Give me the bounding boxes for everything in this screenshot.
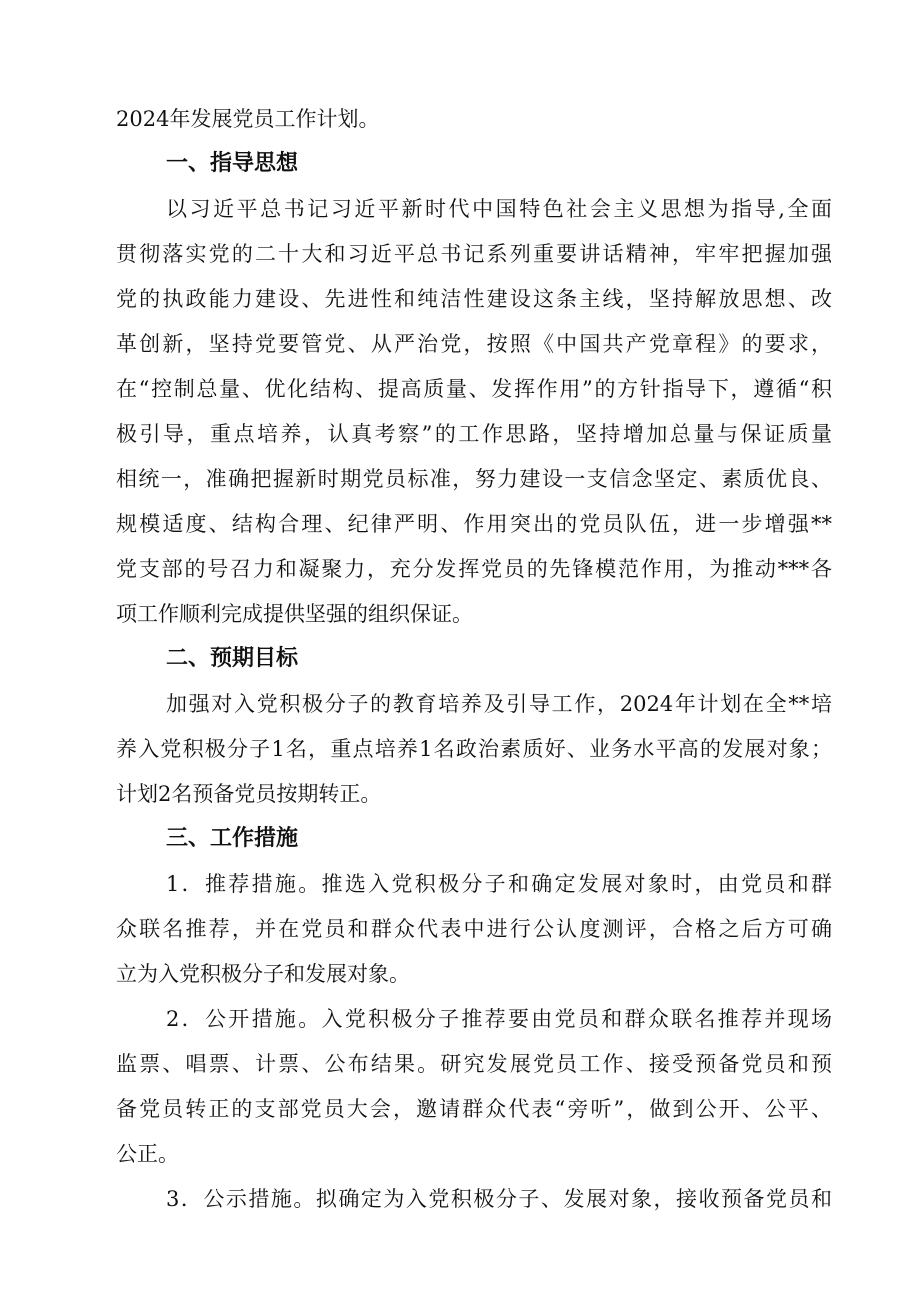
intro-line: 2024年发展党员工作计划。 xyxy=(116,107,380,131)
paragraph-line: 以习近平总书记习近平新时代中国特色社会主义思想为指导,全面 xyxy=(166,197,832,221)
paragraph-line: 党的执政能力建设、先进性和纯洁性建设这条主线，坚持解放思想、改 xyxy=(116,287,832,311)
paragraph-line: 立为入党积极分子和发展对象。 xyxy=(116,962,410,986)
paragraph-line: 备党员转正的支部党员大会，邀请群众代表“旁听”，做到公开、公平、 xyxy=(116,1097,832,1121)
section-heading-expected-goals: 二、预期目标 xyxy=(166,646,299,671)
paragraph-line: 规模适度、结构合理、纪律严明、作用突出的党员队伍，进一步增强** xyxy=(116,512,832,536)
paragraph-line: 3．公示措施。拟确定为入党积极分子、发展对象，接收预备党员和 xyxy=(166,1187,832,1211)
paragraph-line: 加强对入党积极分子的教育培养及引导工作，2024年计划在全**培 xyxy=(166,692,832,716)
paragraph-line: 众联名推荐，并在党员和群众代表中进行公认度测评，合格之后方可确 xyxy=(116,917,832,941)
paragraph-line: 监票、唱票、计票、公布结果。研究发展党员工作、接受预备党员和预 xyxy=(116,1052,832,1076)
paragraph-line: 相统一，准确把握新时期党员标准，努力建设一支信念坚定、素质优良、 xyxy=(116,467,832,491)
paragraph-line: 公正。 xyxy=(116,1142,179,1166)
paragraph-line: 贯彻落实党的二十大和习近平总书记系列重要讲话精神，牢牢把握加强 xyxy=(116,242,832,266)
paragraph-line: 养入党积极分子1名，重点培养1名政治素质好、业务水平高的发展对象； xyxy=(116,737,832,761)
paragraph-line: 极引导，重点培养，认真考察”的工作思路，坚持增加总量与保证质量 xyxy=(116,422,832,446)
section-heading-guiding-ideology: 一、指导思想 xyxy=(166,151,299,176)
paragraph-line: 在“控制总量、优化结构、提高质量、发挥作用”的方针指导下，遵循“积 xyxy=(116,377,832,401)
paragraph-line: 党支部的号召力和凝聚力，充分发挥党员的先锋模范作用，为推动***各 xyxy=(116,557,832,581)
paragraph-line: 2．公开措施。入党积极分子推荐要由党员和群众联名推荐并现场 xyxy=(166,1007,832,1031)
section-heading-work-measures: 三、工作措施 xyxy=(166,826,299,851)
paragraph-line: 革创新，坚持党要管党、从严治党，按照《中国共产党章程》的要求， xyxy=(116,332,832,356)
paragraph-line: 计划2名预备党员按期转正。 xyxy=(116,782,382,806)
paragraph-line: 1．推荐措施。推选入党积极分子和确定发展对象时，由党员和群 xyxy=(166,872,832,896)
paragraph-line: 项工作顺利完成提供坚强的组织保证。 xyxy=(116,602,473,626)
